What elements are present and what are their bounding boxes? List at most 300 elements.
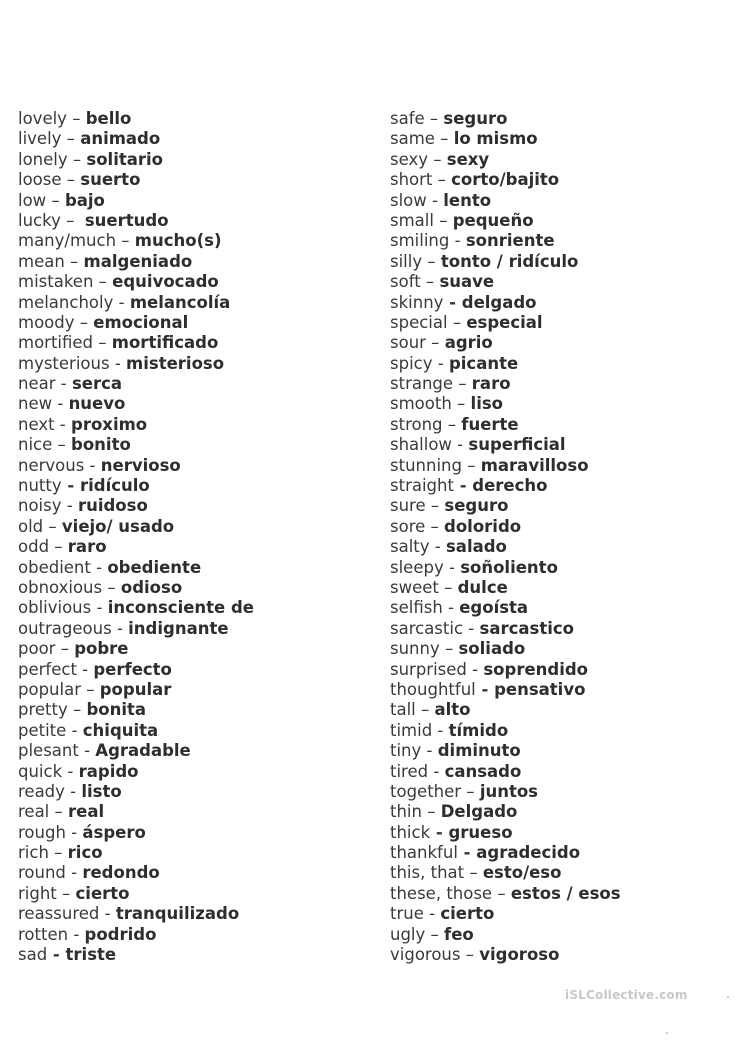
spanish-translation: agrio bbox=[444, 333, 493, 353]
separator-dash: – bbox=[453, 374, 472, 394]
separator-dash: – bbox=[420, 272, 440, 292]
spanish-translation: sonriente bbox=[465, 231, 555, 251]
separator-dash: – bbox=[424, 109, 444, 128]
separator-dash: - bbox=[426, 190, 444, 210]
spanish-translation: soñoliento bbox=[460, 557, 558, 577]
vocab-entry bbox=[390, 394, 730, 414]
spanish-translation: soprendido bbox=[483, 659, 589, 679]
english-word: smiling bbox=[390, 231, 450, 251]
separator-dash: - bbox=[64, 781, 82, 801]
spanish-translation: rico bbox=[67, 843, 103, 863]
separator-dash: – bbox=[61, 170, 81, 190]
spanish-translation: salado bbox=[445, 537, 507, 557]
english-word: tall bbox=[390, 700, 416, 720]
vocab-entry bbox=[390, 639, 730, 659]
separator-dash: - bbox=[109, 353, 127, 373]
spanish-translation: equivocado bbox=[112, 272, 219, 292]
vocab-entry bbox=[390, 680, 730, 700]
spanish-translation: raro bbox=[471, 374, 511, 394]
english-word: real bbox=[18, 802, 50, 822]
spanish-translation: obediente bbox=[107, 557, 202, 577]
separator-dash: – bbox=[43, 516, 62, 536]
english-word: odd bbox=[18, 537, 50, 557]
english-word: thoughtful bbox=[390, 679, 476, 699]
separator-dash: - bbox=[429, 537, 446, 557]
vocab-entry bbox=[390, 272, 730, 292]
spanish-translation: malgeniado bbox=[83, 251, 193, 271]
english-word: sour bbox=[390, 333, 426, 353]
separator-dash: - bbox=[423, 904, 441, 924]
english-word: thin bbox=[390, 802, 422, 822]
english-word: perfect bbox=[18, 659, 77, 679]
spanish-translation: egoísta bbox=[459, 598, 529, 618]
english-word: tiny bbox=[390, 741, 422, 761]
vocab-entry bbox=[18, 578, 378, 598]
separator-dash: – bbox=[56, 883, 76, 903]
decorative-dot bbox=[727, 996, 729, 998]
english-word: old bbox=[18, 516, 44, 536]
spanish-translation: diminuto bbox=[437, 741, 521, 761]
english-word: next bbox=[18, 414, 55, 434]
spanish-translation: bello bbox=[85, 109, 132, 128]
spanish-translation: seguro bbox=[443, 109, 508, 128]
separator-dash: – bbox=[46, 190, 65, 210]
spanish-translation: tranquilizado bbox=[115, 904, 240, 924]
vocab-entry bbox=[18, 863, 378, 883]
english-word: thick bbox=[390, 822, 431, 842]
spanish-translation: pensativo bbox=[494, 679, 586, 699]
vocab-entry bbox=[390, 313, 730, 333]
vocab-entry bbox=[18, 823, 378, 843]
separator-dash: - bbox=[47, 945, 66, 965]
spanish-translation: raro bbox=[67, 537, 107, 557]
vocab-entry bbox=[18, 741, 378, 761]
vocab-entry bbox=[18, 496, 378, 516]
separator-dash: – bbox=[425, 516, 445, 536]
spanish-translation: lo mismo bbox=[453, 129, 538, 149]
spanish-translation: odioso bbox=[120, 577, 183, 597]
spanish-translation: Delgado bbox=[440, 802, 518, 822]
spanish-translation: cierto bbox=[440, 904, 495, 924]
separator-dash: - bbox=[62, 761, 79, 781]
spanish-translation: melancolía bbox=[129, 292, 231, 312]
separator-dash: - bbox=[65, 863, 83, 883]
english-word: strange bbox=[390, 374, 454, 394]
vocab-column-right bbox=[390, 109, 730, 965]
vocab-entry bbox=[390, 537, 730, 557]
vocab-entry bbox=[18, 802, 378, 822]
separator-dash: – bbox=[464, 863, 483, 883]
spanish-translation: fuerte bbox=[461, 414, 519, 434]
separator-dash: – bbox=[461, 455, 481, 475]
spanish-translation: pequeño bbox=[452, 210, 534, 230]
separator-dash: – bbox=[55, 639, 75, 659]
vocab-entry bbox=[18, 476, 378, 496]
vocab-entry bbox=[18, 680, 378, 700]
vocab-entry bbox=[390, 476, 730, 496]
spanish-translation: rapido bbox=[78, 761, 139, 781]
vocab-entry bbox=[390, 843, 730, 863]
spanish-translation: soliado bbox=[458, 639, 526, 659]
separator-dash: - bbox=[61, 496, 78, 516]
separator-dash: - bbox=[449, 231, 466, 251]
spanish-translation: chiquita bbox=[82, 720, 159, 740]
vocab-entry bbox=[390, 945, 730, 965]
english-word: surprised bbox=[390, 659, 467, 679]
separator-dash: – bbox=[60, 210, 85, 230]
spanish-translation: Agradable bbox=[95, 741, 191, 761]
english-word: sunny bbox=[390, 639, 440, 659]
english-word: lonely bbox=[18, 149, 68, 169]
separator-dash: - bbox=[430, 822, 449, 842]
vocab-entry bbox=[18, 537, 378, 557]
spanish-translation: juntos bbox=[479, 781, 539, 801]
separator-dash: – bbox=[438, 577, 458, 597]
english-word: pretty bbox=[18, 700, 68, 720]
vocab-entry bbox=[390, 293, 730, 313]
english-word: skinny bbox=[390, 292, 444, 312]
separator-dash: - bbox=[76, 659, 94, 679]
separator-dash: - bbox=[84, 455, 101, 475]
watermark: iSLCollective.com bbox=[565, 988, 688, 1002]
vocab-entry bbox=[390, 150, 730, 170]
separator-dash: – bbox=[116, 231, 135, 251]
spanish-translation: nervioso bbox=[100, 455, 181, 475]
vocab-entry bbox=[390, 598, 730, 618]
english-word: stunning bbox=[390, 455, 462, 475]
vocab-entry bbox=[390, 619, 730, 639]
vocab-entry bbox=[390, 823, 730, 843]
separator-dash: - bbox=[78, 741, 96, 761]
vocab-entry bbox=[390, 496, 730, 516]
spanish-translation: seguro bbox=[444, 496, 509, 516]
separator-dash: – bbox=[460, 945, 480, 965]
english-word: short bbox=[390, 170, 433, 190]
english-word: sexy bbox=[390, 149, 428, 169]
english-word: timid bbox=[390, 720, 433, 740]
english-word: oblivious bbox=[18, 598, 92, 618]
english-word: salty bbox=[390, 537, 430, 557]
english-word: rough bbox=[18, 822, 66, 842]
separator-dash: – bbox=[52, 435, 72, 455]
spanish-translation: delgado bbox=[461, 292, 537, 312]
spanish-translation: grueso bbox=[448, 822, 513, 842]
english-word: same bbox=[390, 129, 435, 149]
english-word: mysterious bbox=[18, 353, 110, 373]
decorative-dot bbox=[666, 1032, 668, 1034]
english-word: together bbox=[390, 781, 462, 801]
vocab-entry bbox=[390, 741, 730, 761]
separator-dash: - bbox=[443, 557, 461, 577]
spanish-translation: solitario bbox=[86, 149, 164, 169]
separator-dash: - bbox=[432, 353, 449, 373]
separator-dash: – bbox=[93, 272, 113, 292]
vocab-entry bbox=[18, 639, 378, 659]
vocab-entry bbox=[390, 660, 730, 680]
english-word: silly bbox=[390, 251, 423, 271]
spanish-translation: inconsciente de bbox=[107, 598, 254, 618]
vocab-entry bbox=[18, 293, 378, 313]
spanish-translation: perfecto bbox=[93, 659, 172, 679]
spanish-translation: pobre bbox=[74, 639, 129, 659]
separator-dash: - bbox=[91, 598, 108, 618]
spanish-translation: bonita bbox=[86, 700, 147, 720]
english-word: lively bbox=[18, 129, 62, 149]
vocab-entry bbox=[18, 660, 378, 680]
separator-dash: – bbox=[428, 149, 447, 169]
english-word: lucky bbox=[18, 210, 61, 230]
vocab-entry bbox=[18, 700, 378, 720]
spanish-translation: superficial bbox=[468, 435, 566, 455]
english-word: popular bbox=[18, 679, 81, 699]
english-word: this, that bbox=[390, 863, 465, 883]
vocab-entry bbox=[390, 762, 730, 782]
spanish-translation: ruidoso bbox=[77, 496, 148, 516]
vocab-entry bbox=[390, 415, 730, 435]
vocab-entry bbox=[390, 884, 730, 904]
separator-dash: – bbox=[451, 394, 471, 414]
vocab-entry bbox=[18, 762, 378, 782]
spanish-translation: mortificado bbox=[111, 333, 219, 353]
english-word: nice bbox=[18, 435, 53, 455]
vocab-entry bbox=[18, 231, 378, 251]
spanish-translation: indignante bbox=[128, 618, 229, 638]
vocab-entry bbox=[18, 333, 378, 353]
separator-dash: – bbox=[439, 639, 459, 659]
spanish-translation: popular bbox=[99, 679, 172, 699]
vocab-entry bbox=[18, 945, 378, 965]
separator-dash: - bbox=[428, 761, 445, 781]
english-word: vigorous bbox=[390, 945, 461, 965]
english-word: new bbox=[18, 394, 53, 414]
vocab-entry bbox=[390, 721, 730, 741]
separator-dash: – bbox=[49, 537, 68, 557]
spanish-translation: estos / esos bbox=[510, 883, 621, 903]
vocab-entry bbox=[390, 456, 730, 476]
spanish-translation: lento bbox=[443, 190, 492, 210]
spanish-translation: podrido bbox=[84, 924, 157, 944]
separator-dash: - bbox=[457, 843, 477, 863]
vocab-entry bbox=[18, 109, 378, 129]
english-word: low bbox=[18, 190, 47, 210]
vocab-entry bbox=[18, 456, 378, 476]
vocab-entry bbox=[18, 211, 378, 231]
vocab-entry bbox=[18, 558, 378, 578]
english-word: soft bbox=[390, 272, 421, 292]
english-word: true bbox=[390, 904, 424, 924]
vocab-entry bbox=[390, 191, 730, 211]
english-word: petite bbox=[18, 720, 67, 740]
vocab-entry bbox=[18, 415, 378, 435]
english-word: round bbox=[18, 863, 66, 883]
separator-dash: – bbox=[67, 149, 87, 169]
separator-dash: - bbox=[99, 904, 116, 924]
vocab-entry bbox=[18, 598, 378, 618]
vocab-entry bbox=[18, 374, 378, 394]
vocab-entry bbox=[18, 272, 378, 292]
separator-dash: - bbox=[466, 659, 484, 679]
spanish-translation: misterioso bbox=[126, 353, 225, 373]
vocab-entry bbox=[18, 619, 378, 639]
separator-dash: - bbox=[453, 476, 473, 496]
vocab-entry bbox=[390, 170, 730, 190]
english-word: rotten bbox=[18, 924, 69, 944]
vocab-entry bbox=[390, 863, 730, 883]
vocab-entry bbox=[390, 700, 730, 720]
english-word: near bbox=[18, 374, 56, 394]
separator-dash: – bbox=[49, 802, 69, 822]
spanish-translation: suertudo bbox=[84, 210, 169, 230]
english-word: ready bbox=[18, 781, 65, 801]
spanish-translation: esto/eso bbox=[482, 863, 562, 883]
separator-dash: - bbox=[66, 720, 83, 740]
vocab-entry bbox=[390, 211, 730, 231]
vocab-entry bbox=[390, 925, 730, 945]
english-word: these, those bbox=[390, 883, 493, 903]
english-word: sweet bbox=[390, 577, 439, 597]
english-word: many/much bbox=[18, 231, 117, 251]
spanish-translation: mucho(s) bbox=[134, 231, 222, 251]
separator-dash: – bbox=[492, 883, 511, 903]
english-word: selfish bbox=[390, 598, 443, 618]
english-word: outrageous bbox=[18, 618, 112, 638]
vocab-column-left bbox=[18, 109, 378, 965]
english-word: nutty bbox=[18, 476, 62, 496]
spanish-translation: dolorido bbox=[444, 516, 522, 536]
english-word: mortified bbox=[18, 333, 94, 353]
vocab-entry bbox=[18, 782, 378, 802]
separator-dash: - bbox=[111, 618, 129, 638]
separator-dash: - bbox=[451, 435, 469, 455]
separator-dash: - bbox=[113, 292, 130, 312]
vocab-entry bbox=[390, 435, 730, 455]
separator-dash: - bbox=[443, 292, 462, 312]
spanish-translation: cansado bbox=[444, 761, 522, 781]
spanish-translation: suerto bbox=[80, 170, 141, 190]
english-word: right bbox=[18, 883, 57, 903]
separator-dash: – bbox=[425, 496, 445, 516]
vocab-entry bbox=[390, 782, 730, 802]
english-word: sure bbox=[390, 496, 426, 516]
spanish-translation: maravilloso bbox=[480, 455, 589, 475]
spanish-translation: picante bbox=[448, 353, 519, 373]
english-word: sarcastic bbox=[390, 618, 464, 638]
english-word: mean bbox=[18, 251, 65, 271]
separator-dash: – bbox=[102, 577, 121, 597]
english-word: ugly bbox=[390, 924, 426, 944]
spanish-translation: bajo bbox=[64, 190, 105, 210]
vocab-entry bbox=[18, 170, 378, 190]
vocab-entry bbox=[390, 904, 730, 924]
english-word: reassured bbox=[18, 904, 100, 924]
spanish-translation: animado bbox=[80, 129, 161, 149]
english-word: spicy bbox=[390, 353, 433, 373]
separator-dash: – bbox=[442, 414, 462, 434]
english-word: mistaken bbox=[18, 272, 94, 292]
separator-dash: - bbox=[432, 720, 449, 740]
separator-dash: - bbox=[442, 598, 460, 618]
vocab-entry bbox=[390, 129, 730, 149]
english-word: poor bbox=[18, 639, 56, 659]
separator-dash: - bbox=[68, 924, 85, 944]
spanish-translation: listo bbox=[81, 781, 122, 801]
separator-dash: – bbox=[66, 109, 86, 128]
spanish-translation: sexy bbox=[446, 149, 490, 169]
vocab-entry bbox=[390, 333, 730, 353]
spanish-translation: sarcastico bbox=[479, 618, 574, 638]
vocab-entry bbox=[390, 252, 730, 272]
separator-dash: – bbox=[74, 312, 94, 332]
separator-dash: – bbox=[425, 333, 445, 353]
vocab-entry bbox=[18, 517, 378, 537]
english-word: straight bbox=[390, 476, 454, 496]
english-word: lovely bbox=[18, 109, 67, 128]
spanish-translation: áspero bbox=[82, 822, 146, 842]
vocab-entry bbox=[390, 558, 730, 578]
vocab-entry bbox=[18, 129, 378, 149]
separator-dash: – bbox=[415, 700, 435, 720]
separator-dash: – bbox=[422, 251, 441, 271]
spanish-translation: redondo bbox=[82, 863, 160, 883]
english-word: strong bbox=[390, 414, 443, 434]
vocab-entry bbox=[18, 721, 378, 741]
english-word: obedient bbox=[18, 557, 91, 577]
spanish-translation: tímido bbox=[448, 720, 509, 740]
spanish-translation: suave bbox=[439, 272, 495, 292]
english-word: tired bbox=[390, 761, 429, 781]
spanish-translation: dulce bbox=[457, 577, 508, 597]
vocab-entry bbox=[18, 843, 378, 863]
english-word: smooth bbox=[390, 394, 452, 414]
separator-dash: – bbox=[80, 679, 100, 699]
spanish-translation: corto/bajito bbox=[451, 170, 560, 190]
english-word: slow bbox=[390, 190, 427, 210]
spanish-translation: serca bbox=[71, 374, 123, 394]
separator-dash: – bbox=[421, 802, 441, 822]
spanish-translation: tonto / ridículo bbox=[440, 251, 579, 271]
separator-dash: - bbox=[475, 679, 495, 699]
vocab-entry bbox=[18, 904, 378, 924]
spanish-translation: especial bbox=[466, 312, 543, 332]
english-word: sore bbox=[390, 516, 426, 536]
spanish-translation: liso bbox=[470, 394, 504, 414]
english-word: small bbox=[390, 210, 434, 230]
separator-dash: – bbox=[433, 210, 453, 230]
english-word: obnoxious bbox=[18, 577, 103, 597]
separator-dash: - bbox=[90, 557, 108, 577]
separator-dash: – bbox=[48, 843, 68, 863]
separator-dash: - bbox=[421, 741, 438, 761]
vocab-entry bbox=[390, 374, 730, 394]
separator-dash: - bbox=[55, 374, 72, 394]
spanish-translation: nuevo bbox=[68, 394, 126, 414]
english-word: sleepy bbox=[390, 557, 444, 577]
english-word: special bbox=[390, 312, 448, 332]
vocab-entry bbox=[18, 252, 378, 272]
spanish-translation: derecho bbox=[472, 476, 548, 496]
vocab-entry bbox=[18, 394, 378, 414]
vocab-entry bbox=[390, 802, 730, 822]
spanish-translation: ridículo bbox=[79, 476, 150, 496]
english-word: loose bbox=[18, 170, 62, 190]
english-word: noisy bbox=[18, 496, 62, 516]
separator-dash: – bbox=[432, 170, 452, 190]
separator-dash: - bbox=[52, 394, 69, 414]
spanish-translation: agradecido bbox=[476, 843, 581, 863]
english-word: moody bbox=[18, 312, 75, 332]
separator-dash: - bbox=[54, 414, 72, 434]
spanish-translation: cierto bbox=[75, 883, 130, 903]
